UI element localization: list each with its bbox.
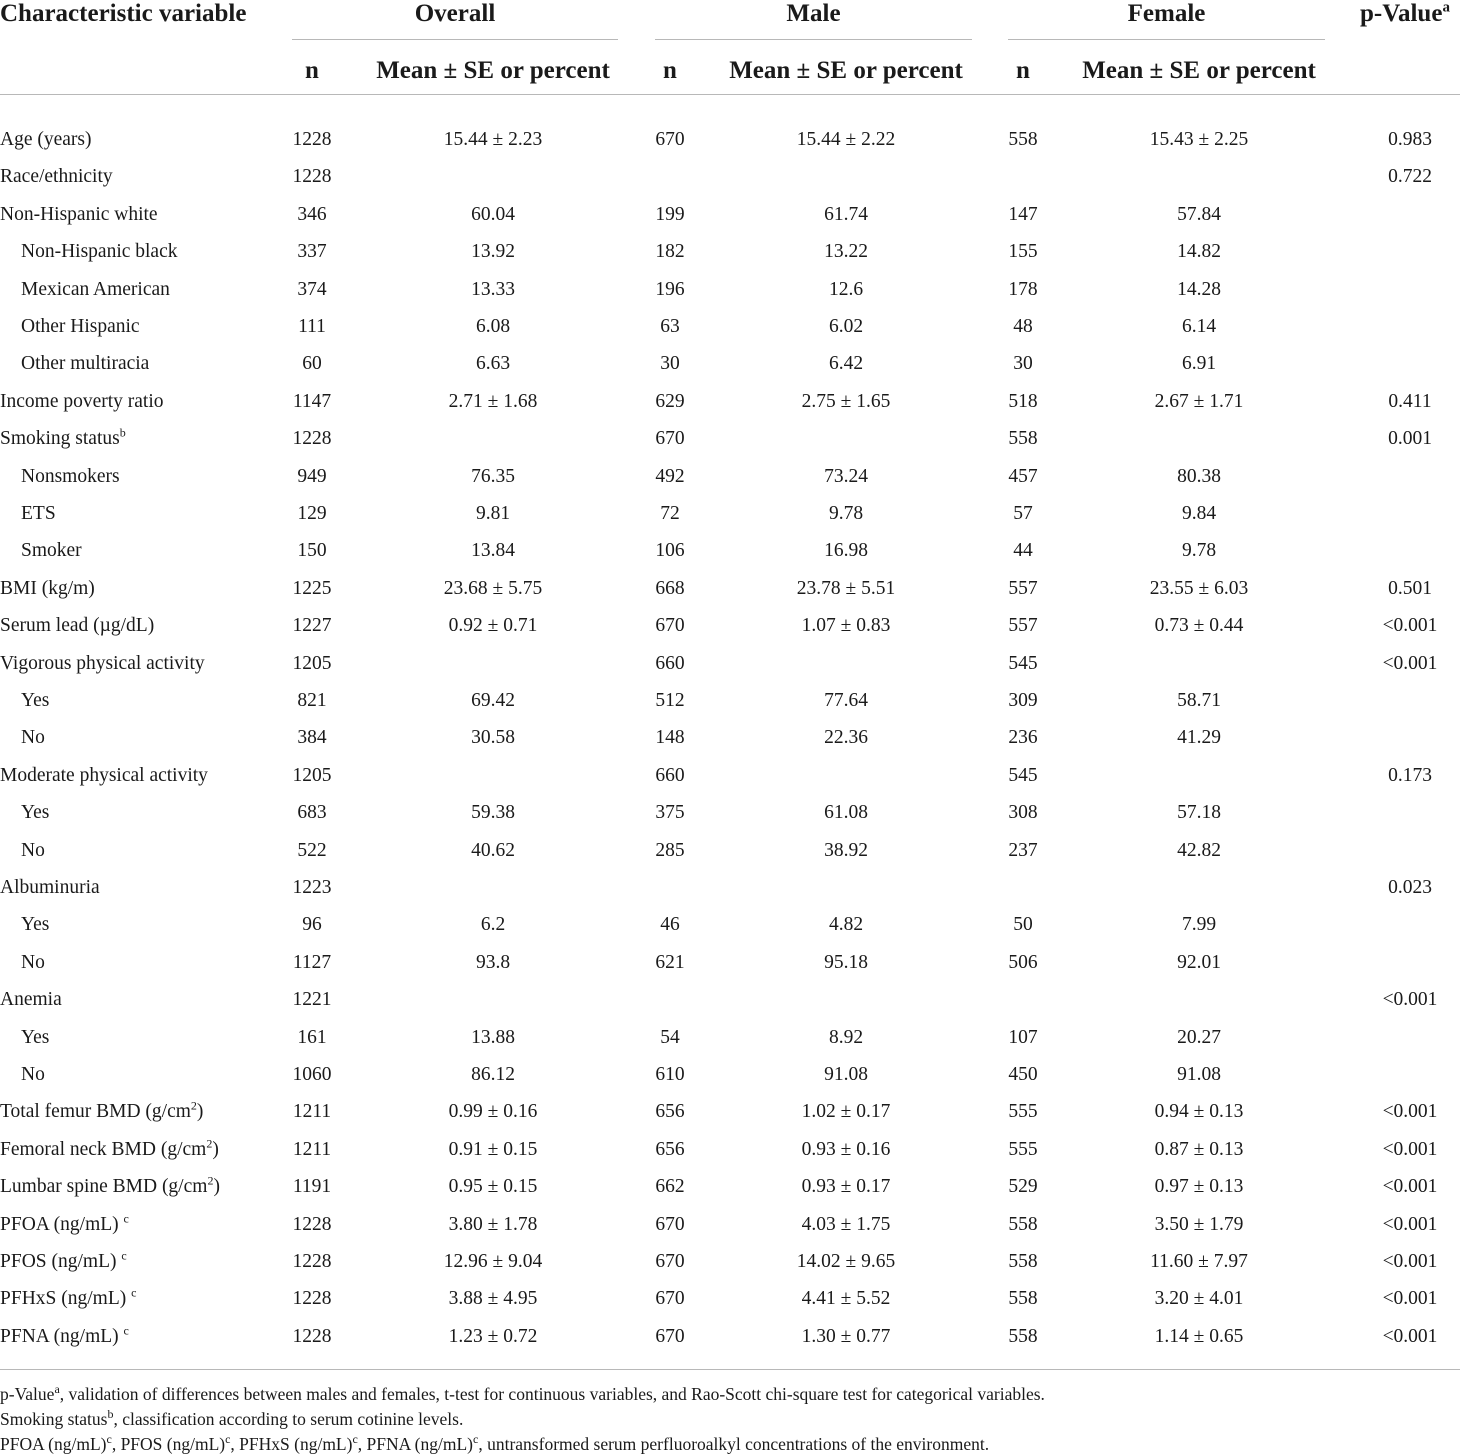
cell-male-n: 196 <box>655 279 685 300</box>
cell-p-value: <0.001 <box>1382 1326 1438 1347</box>
cell-male-n: 660 <box>655 765 685 786</box>
cell-overall-n: 1228 <box>292 166 332 187</box>
cell-female-value: 6.91 <box>1181 353 1217 374</box>
cell-female-value: 0.97 ± 0.13 <box>1154 1176 1244 1197</box>
cell-female-n: 236 <box>1008 727 1038 748</box>
cell-overall-value: 9.81 <box>475 503 511 524</box>
cell-female-value: 9.84 <box>1181 503 1217 524</box>
row-label: Anemia <box>0 989 62 1010</box>
cell-overall-value: 0.95 ± 0.15 <box>448 1176 538 1197</box>
subheader-overall-mean: Mean ± SE or percent <box>376 57 610 84</box>
cell-p-value: 0.983 <box>1388 129 1432 150</box>
cell-male-n: 148 <box>655 727 685 748</box>
cell-male-value: 38.92 <box>824 840 868 861</box>
cell-overall-value: 69.42 <box>471 690 515 711</box>
row-label: No <box>21 1064 45 1085</box>
cell-female-value: 3.50 ± 1.79 <box>1154 1214 1244 1235</box>
cell-overall-value: 0.91 ± 0.15 <box>448 1139 538 1160</box>
row-label: PFHxS (ng/mL) $^c$ <box>0 1285 137 1309</box>
cell-female-n: 30 <box>1013 353 1033 374</box>
cell-overall-n: 1227 <box>292 615 332 636</box>
cell-overall-n: 1221 <box>292 989 332 1010</box>
row-label: Moderate physical activity <box>0 765 208 786</box>
subheader-male-n: n <box>663 57 677 84</box>
cell-female-value: 15.43 ± 2.25 <box>1149 129 1249 150</box>
cell-female-n: 518 <box>1008 391 1038 412</box>
cell-female-n: 457 <box>1008 466 1038 487</box>
row-label: BMI (kg/m) <box>0 578 95 599</box>
cell-male-value: 23.78 ± 5.51 <box>796 578 896 599</box>
cell-male-value: 6.02 <box>828 316 864 337</box>
cell-female-n: 237 <box>1008 840 1038 861</box>
cell-female-n: 558 <box>1008 1251 1038 1272</box>
row-label: Mexican American <box>21 279 170 300</box>
cell-female-value: 57.18 <box>1177 802 1221 823</box>
footnote-a: p-Value$^a$, validation of differences between males and females, t-test for continuous variables, and Rao-Scott chi-square test for categorical variables. <box>0 1382 1045 1404</box>
cell-male-n: 54 <box>660 1027 680 1048</box>
row-label: Nonsmokers <box>21 466 120 487</box>
cell-male-n: 375 <box>655 802 685 823</box>
header-male: Male <box>786 0 841 27</box>
subheader-male-mean: Mean ± SE or percent <box>729 57 963 84</box>
cell-male-value: 13.22 <box>824 241 868 262</box>
cell-male-value: 1.30 ± 0.77 <box>801 1326 891 1347</box>
cell-p-value: <0.001 <box>1382 1139 1438 1160</box>
group-rule-female <box>1008 39 1325 40</box>
subheader-female-mean: Mean ± SE or percent <box>1082 57 1316 84</box>
header-pvalue: p-Value$^a$ <box>1360 0 1450 27</box>
cell-female-value: 42.82 <box>1177 840 1221 861</box>
cell-male-n: 46 <box>660 914 680 935</box>
cell-overall-value: 0.92 ± 0.71 <box>448 615 538 636</box>
cell-overall-value: 2.71 ± 1.68 <box>448 391 538 412</box>
cell-male-n: 72 <box>660 503 680 524</box>
cell-overall-n: 150 <box>297 540 327 561</box>
cell-overall-value: 3.80 ± 1.78 <box>448 1214 538 1235</box>
row-label: PFNA (ng/mL) $^c$ <box>0 1323 129 1347</box>
cell-male-value: 9.78 <box>828 503 864 524</box>
group-rule-overall <box>292 39 618 40</box>
cell-female-n: 178 <box>1008 279 1038 300</box>
cell-male-value: 2.75 ± 1.65 <box>801 391 891 412</box>
cell-overall-n: 60 <box>302 353 322 374</box>
cell-overall-n: 1147 <box>292 391 332 412</box>
cell-female-n: 450 <box>1008 1064 1038 1085</box>
cell-male-value: 12.6 <box>828 279 864 300</box>
cell-male-n: 610 <box>655 1064 685 1085</box>
cell-male-n: 199 <box>655 204 685 225</box>
cell-female-n: 555 <box>1008 1101 1038 1122</box>
cell-female-value: 6.14 <box>1181 316 1217 337</box>
cell-p-value: 0.501 <box>1388 578 1432 599</box>
cell-female-value: 14.82 <box>1177 241 1221 262</box>
cell-female-n: 308 <box>1008 802 1038 823</box>
cell-male-n: 63 <box>660 316 680 337</box>
cell-overall-n: 821 <box>297 690 327 711</box>
cell-overall-n: 1060 <box>292 1064 332 1085</box>
cell-male-n: 492 <box>655 466 685 487</box>
group-rule-male <box>655 39 972 40</box>
header-characteristic: Characteristic variable <box>0 0 247 27</box>
cell-overall-n: 1228 <box>292 1288 332 1309</box>
cell-male-value: 95.18 <box>824 952 868 973</box>
cell-overall-n: 1205 <box>292 765 332 786</box>
cell-female-value: 3.20 ± 4.01 <box>1154 1288 1244 1309</box>
header-bottom-rule <box>0 94 1460 95</box>
cell-male-value: 22.36 <box>824 727 868 748</box>
row-label: Non-Hispanic white <box>0 204 158 225</box>
cell-female-value: 20.27 <box>1177 1027 1221 1048</box>
footnote-b: Smoking status$^b$, classification according to serum cotinine levels. <box>0 1407 464 1429</box>
cell-male-value: 15.44 ± 2.22 <box>796 129 896 150</box>
cell-overall-n: 161 <box>297 1027 327 1048</box>
cell-male-n: 106 <box>655 540 685 561</box>
cell-female-n: 558 <box>1008 1288 1038 1309</box>
cell-p-value: <0.001 <box>1382 1101 1438 1122</box>
cell-overall-value: 15.44 ± 2.23 <box>443 129 543 150</box>
cell-overall-n: 1228 <box>292 1251 332 1272</box>
cell-female-n: 50 <box>1013 914 1033 935</box>
cell-overall-n: 1211 <box>292 1139 332 1160</box>
cell-male-n: 656 <box>655 1101 685 1122</box>
cell-overall-n: 1191 <box>292 1176 332 1197</box>
cell-overall-value: 13.33 <box>471 279 515 300</box>
cell-male-value: 0.93 ± 0.16 <box>801 1139 891 1160</box>
cell-overall-n: 337 <box>297 241 327 262</box>
cell-overall-value: 60.04 <box>471 204 515 225</box>
cell-female-value: 1.14 ± 0.65 <box>1154 1326 1244 1347</box>
cell-overall-n: 1228 <box>292 1214 332 1235</box>
cell-overall-value: 6.08 <box>475 316 511 337</box>
row-label: Other Hispanic <box>21 316 140 337</box>
cell-female-n: 555 <box>1008 1139 1038 1160</box>
cell-female-n: 44 <box>1013 540 1033 561</box>
cell-overall-value: 23.68 ± 5.75 <box>443 578 543 599</box>
cell-overall-n: 374 <box>297 279 327 300</box>
cell-female-value: 58.71 <box>1177 690 1221 711</box>
row-label: Yes <box>21 690 50 711</box>
row-label: Smoker <box>21 540 82 561</box>
cell-male-value: 91.08 <box>824 1064 868 1085</box>
row-label: Yes <box>21 914 50 935</box>
cell-p-value: 0.173 <box>1388 765 1432 786</box>
cell-female-n: 558 <box>1008 428 1038 449</box>
cell-male-value: 77.64 <box>824 690 868 711</box>
row-label: Other multiracia <box>21 353 150 374</box>
cell-overall-value: 12.96 ± 9.04 <box>443 1251 543 1272</box>
cell-overall-n: 1211 <box>292 1101 332 1122</box>
cell-overall-value: 76.35 <box>471 466 515 487</box>
cell-female-n: 529 <box>1008 1176 1038 1197</box>
cell-female-value: 23.55 ± 6.03 <box>1149 578 1249 599</box>
cell-male-n: 621 <box>655 952 685 973</box>
row-label: No <box>21 952 45 973</box>
cell-female-n: 57 <box>1013 503 1033 524</box>
row-label: ETS <box>21 503 56 524</box>
cell-male-value: 8.92 <box>828 1027 864 1048</box>
row-label: Yes <box>21 802 50 823</box>
cell-female-n: 545 <box>1008 765 1038 786</box>
cell-overall-n: 1205 <box>292 653 332 674</box>
cell-overall-value: 3.88 ± 4.95 <box>448 1288 538 1309</box>
cell-female-value: 0.94 ± 0.13 <box>1154 1101 1244 1122</box>
cell-male-n: 285 <box>655 840 685 861</box>
header-female: Female <box>1127 0 1206 27</box>
row-label: Serum lead (µg/dL) <box>0 615 155 636</box>
cell-male-n: 660 <box>655 653 685 674</box>
cell-overall-value: 40.62 <box>471 840 515 861</box>
cell-p-value: <0.001 <box>1382 653 1438 674</box>
cell-male-value: 6.42 <box>828 353 864 374</box>
cell-p-value: <0.001 <box>1382 1176 1438 1197</box>
cell-male-n: 670 <box>655 615 685 636</box>
cell-overall-n: 683 <box>297 802 327 823</box>
cell-female-n: 506 <box>1008 952 1038 973</box>
header-overall: Overall <box>414 0 496 27</box>
cell-overall-n: 384 <box>297 727 327 748</box>
subheader-overall-n: n <box>305 57 319 84</box>
cell-male-value: 61.08 <box>824 802 868 823</box>
row-label: No <box>21 727 45 748</box>
row-label: Vigorous physical activity <box>0 653 205 674</box>
cell-p-value: 0.411 <box>1388 391 1432 412</box>
cell-female-value: 0.87 ± 0.13 <box>1154 1139 1244 1160</box>
cell-male-n: 670 <box>655 428 685 449</box>
cell-male-n: 670 <box>655 1288 685 1309</box>
cell-male-n: 670 <box>655 1326 685 1347</box>
cell-overall-value: 13.84 <box>471 540 515 561</box>
cell-overall-value: 13.88 <box>471 1027 515 1048</box>
cell-female-value: 11.60 ± 7.97 <box>1150 1251 1248 1272</box>
cell-male-n: 668 <box>655 578 685 599</box>
row-label: Femoral neck BMD $(g/cm^2)$ <box>0 1136 219 1160</box>
cell-female-value: 91.08 <box>1177 1064 1221 1085</box>
cell-p-value: <0.001 <box>1382 615 1438 636</box>
cell-overall-value: 13.92 <box>471 241 515 262</box>
cell-overall-n: 1228 <box>292 428 332 449</box>
row-label: Income poverty ratio <box>0 391 164 412</box>
cell-female-n: 558 <box>1008 1326 1038 1347</box>
cell-overall-n: 1225 <box>292 578 332 599</box>
row-label: No <box>21 840 45 861</box>
cell-overall-n: 1228 <box>292 1326 332 1347</box>
cell-overall-n: 111 <box>298 316 326 337</box>
cell-male-value: 73.24 <box>824 466 868 487</box>
cell-overall-value: 30.58 <box>471 727 515 748</box>
row-label: PFOA (ng/mL) $^c$ <box>0 1211 129 1235</box>
row-label: Race/ethnicity <box>0 166 113 187</box>
cell-overall-value: 86.12 <box>471 1064 515 1085</box>
cell-female-n: 155 <box>1008 241 1038 262</box>
cell-p-value: 0.023 <box>1388 877 1432 898</box>
cell-female-value: 0.73 ± 0.44 <box>1154 615 1244 636</box>
cell-male-n: 656 <box>655 1139 685 1160</box>
cell-male-n: 670 <box>655 129 685 150</box>
cell-p-value: <0.001 <box>1382 1288 1438 1309</box>
cell-female-n: 309 <box>1008 690 1038 711</box>
cell-overall-n: 129 <box>297 503 327 524</box>
row-label: Age (years) <box>0 129 92 150</box>
cell-male-value: 0.93 ± 0.17 <box>801 1176 891 1197</box>
cell-p-value: 0.001 <box>1388 428 1432 449</box>
row-label: PFOS (ng/mL) $^c$ <box>0 1248 127 1272</box>
cell-female-value: 57.84 <box>1177 204 1221 225</box>
row-label: Yes <box>21 1027 50 1048</box>
cell-male-value: 1.07 ± 0.83 <box>801 615 891 636</box>
row-label: Non-Hispanic black <box>21 241 178 262</box>
cell-male-n: 512 <box>655 690 685 711</box>
cell-male-value: 61.74 <box>824 204 868 225</box>
cell-female-value: 14.28 <box>1177 279 1221 300</box>
cell-overall-n: 1127 <box>292 952 332 973</box>
cell-male-n: 670 <box>655 1214 685 1235</box>
cell-female-value: 9.78 <box>1181 540 1217 561</box>
cell-p-value: <0.001 <box>1382 989 1438 1010</box>
cell-overall-n: 522 <box>297 840 327 861</box>
cell-female-n: 545 <box>1008 653 1038 674</box>
cell-male-value: 4.82 <box>828 914 864 935</box>
cell-male-value: 4.41 ± 5.52 <box>801 1288 891 1309</box>
cell-overall-value: 6.2 <box>480 914 506 935</box>
cell-overall-n: 949 <box>297 466 327 487</box>
cell-male-n: 30 <box>660 353 680 374</box>
row-label: Lumbar spine BMD $(g/cm^2)$ <box>0 1173 220 1197</box>
cell-overall-n: 346 <box>297 204 327 225</box>
cell-male-value: 1.02 ± 0.17 <box>801 1101 891 1122</box>
cell-female-n: 48 <box>1013 316 1033 337</box>
cell-p-value: 0.722 <box>1388 166 1432 187</box>
cell-male-value: 14.02 ± 9.65 <box>796 1251 896 1272</box>
cell-overall-n: 1223 <box>292 877 332 898</box>
cell-female-value: 92.01 <box>1177 952 1221 973</box>
cell-overall-value: 0.99 ± 0.16 <box>448 1101 538 1122</box>
footnote-c: PFOA $(ng/mL)^c$, PFOS $(ng/mL)^c$, PFHxS $(ng/mL)^c$, PFNA $(ng/mL)^c$, untransformed serum perfluoroalkyl concentrations of the environment. <box>0 1432 990 1454</box>
cell-male-n: 662 <box>655 1176 685 1197</box>
subheader-female-n: n <box>1016 57 1030 84</box>
cell-male-value: 16.98 <box>824 540 868 561</box>
cell-overall-value: 6.63 <box>475 353 511 374</box>
cell-overall-n: 1228 <box>292 129 332 150</box>
cell-overall-n: 96 <box>302 914 322 935</box>
cell-female-value: 80.38 <box>1177 466 1221 487</box>
cell-female-value: 41.29 <box>1177 727 1221 748</box>
cell-female-value: 7.99 <box>1181 914 1217 935</box>
cell-male-n: 670 <box>655 1251 685 1272</box>
table-bottom-rule <box>0 1369 1460 1370</box>
cell-female-n: 558 <box>1008 1214 1038 1235</box>
cell-female-n: 107 <box>1008 1027 1038 1048</box>
cell-overall-value: 1.23 ± 0.72 <box>448 1326 538 1347</box>
cell-p-value: <0.001 <box>1382 1251 1438 1272</box>
cell-overall-value: 59.38 <box>471 802 515 823</box>
cell-overall-value: 93.8 <box>475 952 511 973</box>
cell-p-value: <0.001 <box>1382 1214 1438 1235</box>
cell-female-n: 558 <box>1008 129 1038 150</box>
cell-female-n: 557 <box>1008 615 1038 636</box>
cell-female-value: 2.67 ± 1.71 <box>1154 391 1244 412</box>
cell-male-n: 182 <box>655 241 685 262</box>
row-label: Smoking status$^b$ <box>0 425 126 449</box>
cell-female-n: 147 <box>1008 204 1038 225</box>
cell-male-value: 4.03 ± 1.75 <box>801 1214 891 1235</box>
row-label: Albuminuria <box>0 877 100 898</box>
cell-female-n: 557 <box>1008 578 1038 599</box>
row-label: Total femur BMD $(g/cm^2)$ <box>0 1098 204 1122</box>
cell-male-n: 629 <box>655 391 685 412</box>
